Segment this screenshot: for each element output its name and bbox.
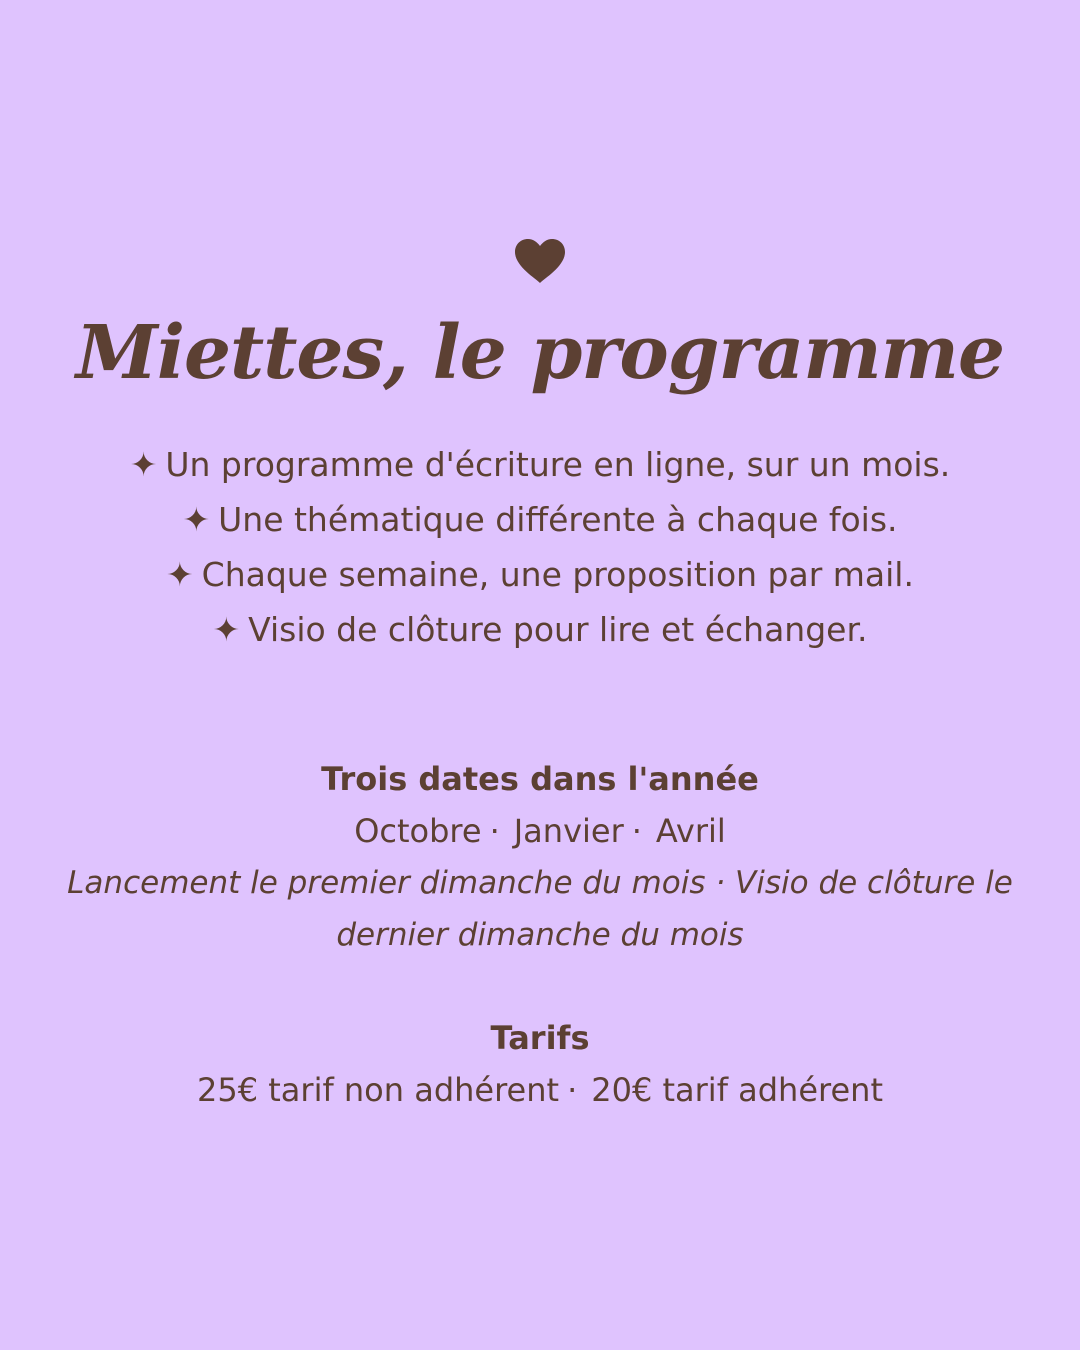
list-item-text: Une thématique différente à chaque fois. bbox=[218, 500, 898, 539]
separator-dot: · bbox=[567, 1071, 578, 1109]
tarifs-section bbox=[0, 1012, 1080, 1116]
sparkle-star-icon: ✦ bbox=[129, 445, 158, 484]
list-item-text: Chaque semaine, une proposition par mail. bbox=[201, 555, 914, 594]
dates-title: Trois dates dans l'année bbox=[321, 760, 759, 798]
sparkle-star-icon: ✦ bbox=[212, 610, 241, 649]
month-item: Avril bbox=[655, 812, 726, 850]
list-item bbox=[0, 437, 1080, 492]
tarifs-line bbox=[0, 1064, 1080, 1116]
sparkle-star-icon: ✦ bbox=[166, 555, 194, 594]
list-item bbox=[0, 492, 1080, 547]
tarifs-title: Tarifs bbox=[490, 1019, 590, 1057]
list-item bbox=[0, 547, 1080, 602]
separator-dot: · bbox=[631, 812, 642, 850]
tarif-item: 20€ tarif adhérent bbox=[591, 1071, 883, 1109]
tarif-item: 25€ tarif non adhérent bbox=[197, 1071, 560, 1109]
month-item: Janvier bbox=[513, 812, 624, 850]
dates-section bbox=[0, 753, 1080, 961]
list-item bbox=[0, 602, 1080, 657]
sparkle-star-icon: ✦ bbox=[182, 500, 211, 539]
list-item-text: Un programme d'écriture en ligne, sur un mois. bbox=[165, 445, 951, 484]
dates-note: Lancement le premier dimanche du mois · Visio de clôture le dernier dimanche du mois bbox=[67, 865, 1013, 953]
months-line bbox=[0, 805, 1080, 857]
feature-list bbox=[0, 437, 1080, 657]
month-item: Octobre bbox=[354, 812, 482, 850]
list-item-text: Visio de clôture pour lire et échanger. bbox=[248, 610, 868, 649]
page-title: Miettes, le programme bbox=[75, 310, 1005, 396]
separator-dot: · bbox=[489, 812, 500, 850]
heart-icon bbox=[513, 238, 567, 284]
